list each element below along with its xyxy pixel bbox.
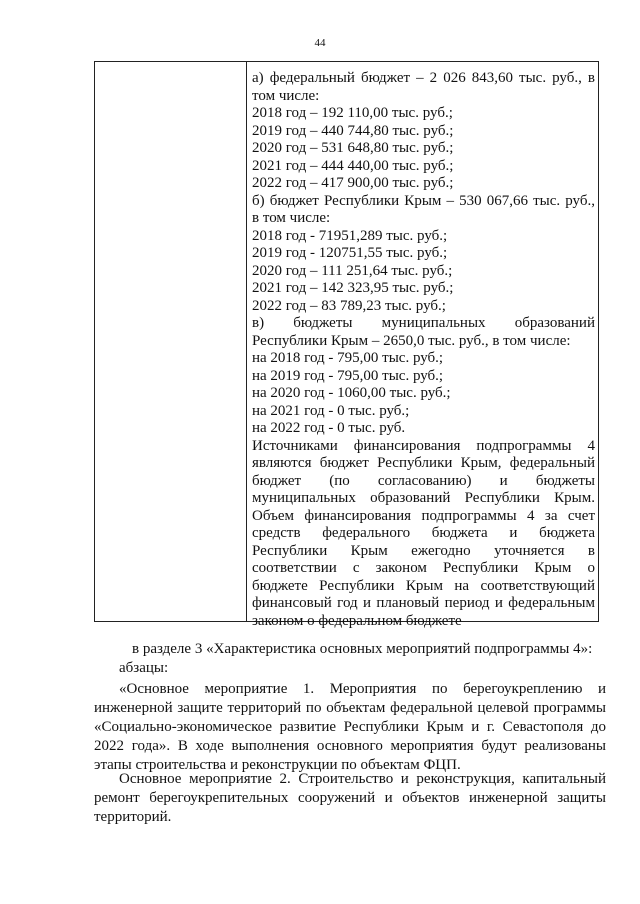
table-line: бюджете Республики Крым на соответствующий (252, 577, 595, 594)
table-line: на 2018 год - 795,00 тыс. руб.; (252, 350, 444, 366)
table-line: Республики Крым – 2650,0 тыс. руб., в том числе: (252, 332, 571, 349)
table-line: 2020 год – 111 251,64 тыс. руб.; (252, 262, 453, 279)
table-line: Республики Крым ежегодно уточняется в (252, 542, 595, 559)
page-number: 44 (314, 37, 326, 49)
table-line: на 2020 год - 1060,00 тыс. руб.; (252, 385, 451, 401)
table-line: бюджет (по согласованию) и бюджеты (252, 472, 595, 489)
abzacy-label: абзацы: (119, 660, 169, 676)
table-line: средств федерального бюджета и бюджета (252, 525, 595, 541)
table-line: финансовый год и плановый период и федеральным (252, 595, 595, 611)
table-line: 2022 год – 417 900,00 тыс. руб.; (252, 175, 454, 191)
para2-line: ремонт берегоукрепительных сооружений и объектов инженерной защиты (94, 790, 606, 806)
table-line: б) бюджет Республики Крым – 530 067,66 тыс. руб., (252, 192, 595, 209)
paragraph-1 (94, 680, 606, 775)
table-line: том числе: (252, 87, 320, 104)
table-line: 2020 год – 531 648,80 тыс. руб.; (252, 140, 454, 156)
table-right-cell (247, 62, 598, 629)
section-line: в разделе 3 «Характеристика основных мероприятий подпрограммы 4»: (132, 641, 593, 657)
para2-line: Основное мероприятие 2. Строительство и реконструкция, капитальный (119, 771, 606, 787)
table-line: 2019 год - 120751,55 тыс. руб.; (252, 245, 448, 261)
financing-table (94, 61, 599, 629)
table-line: на 2021 год - 0 тыс. руб.; (252, 402, 410, 419)
table-line: законом о федеральном бюджете (252, 612, 462, 629)
table-line: 2019 год – 440 744,80 тыс. руб.; (252, 122, 454, 139)
para1-line: «Социально-экономическое развитие Республики Крым и г. Севастополя до (94, 719, 606, 735)
para1-line: 2022 года». В ходе выполнения основного мероприятия будут реализованы (94, 738, 606, 754)
table-line: 2021 год – 142 323,95 тыс. руб.; (252, 280, 454, 296)
table-line: Объем финансирования подпрограммы 4 за счет (252, 507, 595, 524)
table-line: являются бюджет Республики Крым, федеральный (252, 455, 595, 471)
section-intro (94, 640, 606, 678)
table-line: 2021 год – 444 440,00 тыс. руб.; (252, 157, 454, 174)
table-line: Источниками финансирования подпрограммы 4 (252, 437, 595, 454)
table-line: в том числе: (252, 210, 331, 226)
table-line: 2018 год – 192 110,00 тыс. руб.; (252, 105, 453, 121)
table-line: в) бюджеты муниципальных образований (252, 315, 595, 331)
table-line: на 2022 год - 0 тыс. руб. (252, 420, 406, 436)
table-line: соответствии с законом Республики Крым о (252, 560, 595, 576)
para1-line: «Основное мероприятие 1. Мероприятия по берегоукреплению и (119, 681, 606, 697)
table-line: 2018 год - 71951,289 тыс. руб.; (252, 227, 448, 244)
para2-line: территорий. (94, 809, 172, 825)
table-line: муниципальных образований Республики Крым. (252, 490, 595, 506)
table-line: на 2019 год - 795,00 тыс. руб.; (252, 367, 444, 384)
table-line: 2022 год – 83 789,23 тыс. руб.; (252, 297, 446, 314)
para1-line: этапы строительства и реконструкции по объектам ФЦП. (94, 757, 461, 773)
table-left-cell (95, 62, 247, 621)
para1-line: инженерной защите территорий по объектам федеральной целевой программы (94, 700, 606, 716)
paragraph-2 (94, 770, 606, 827)
table-line: а) федеральный бюджет – 2 026 843,60 тыс. руб., в (252, 70, 595, 86)
